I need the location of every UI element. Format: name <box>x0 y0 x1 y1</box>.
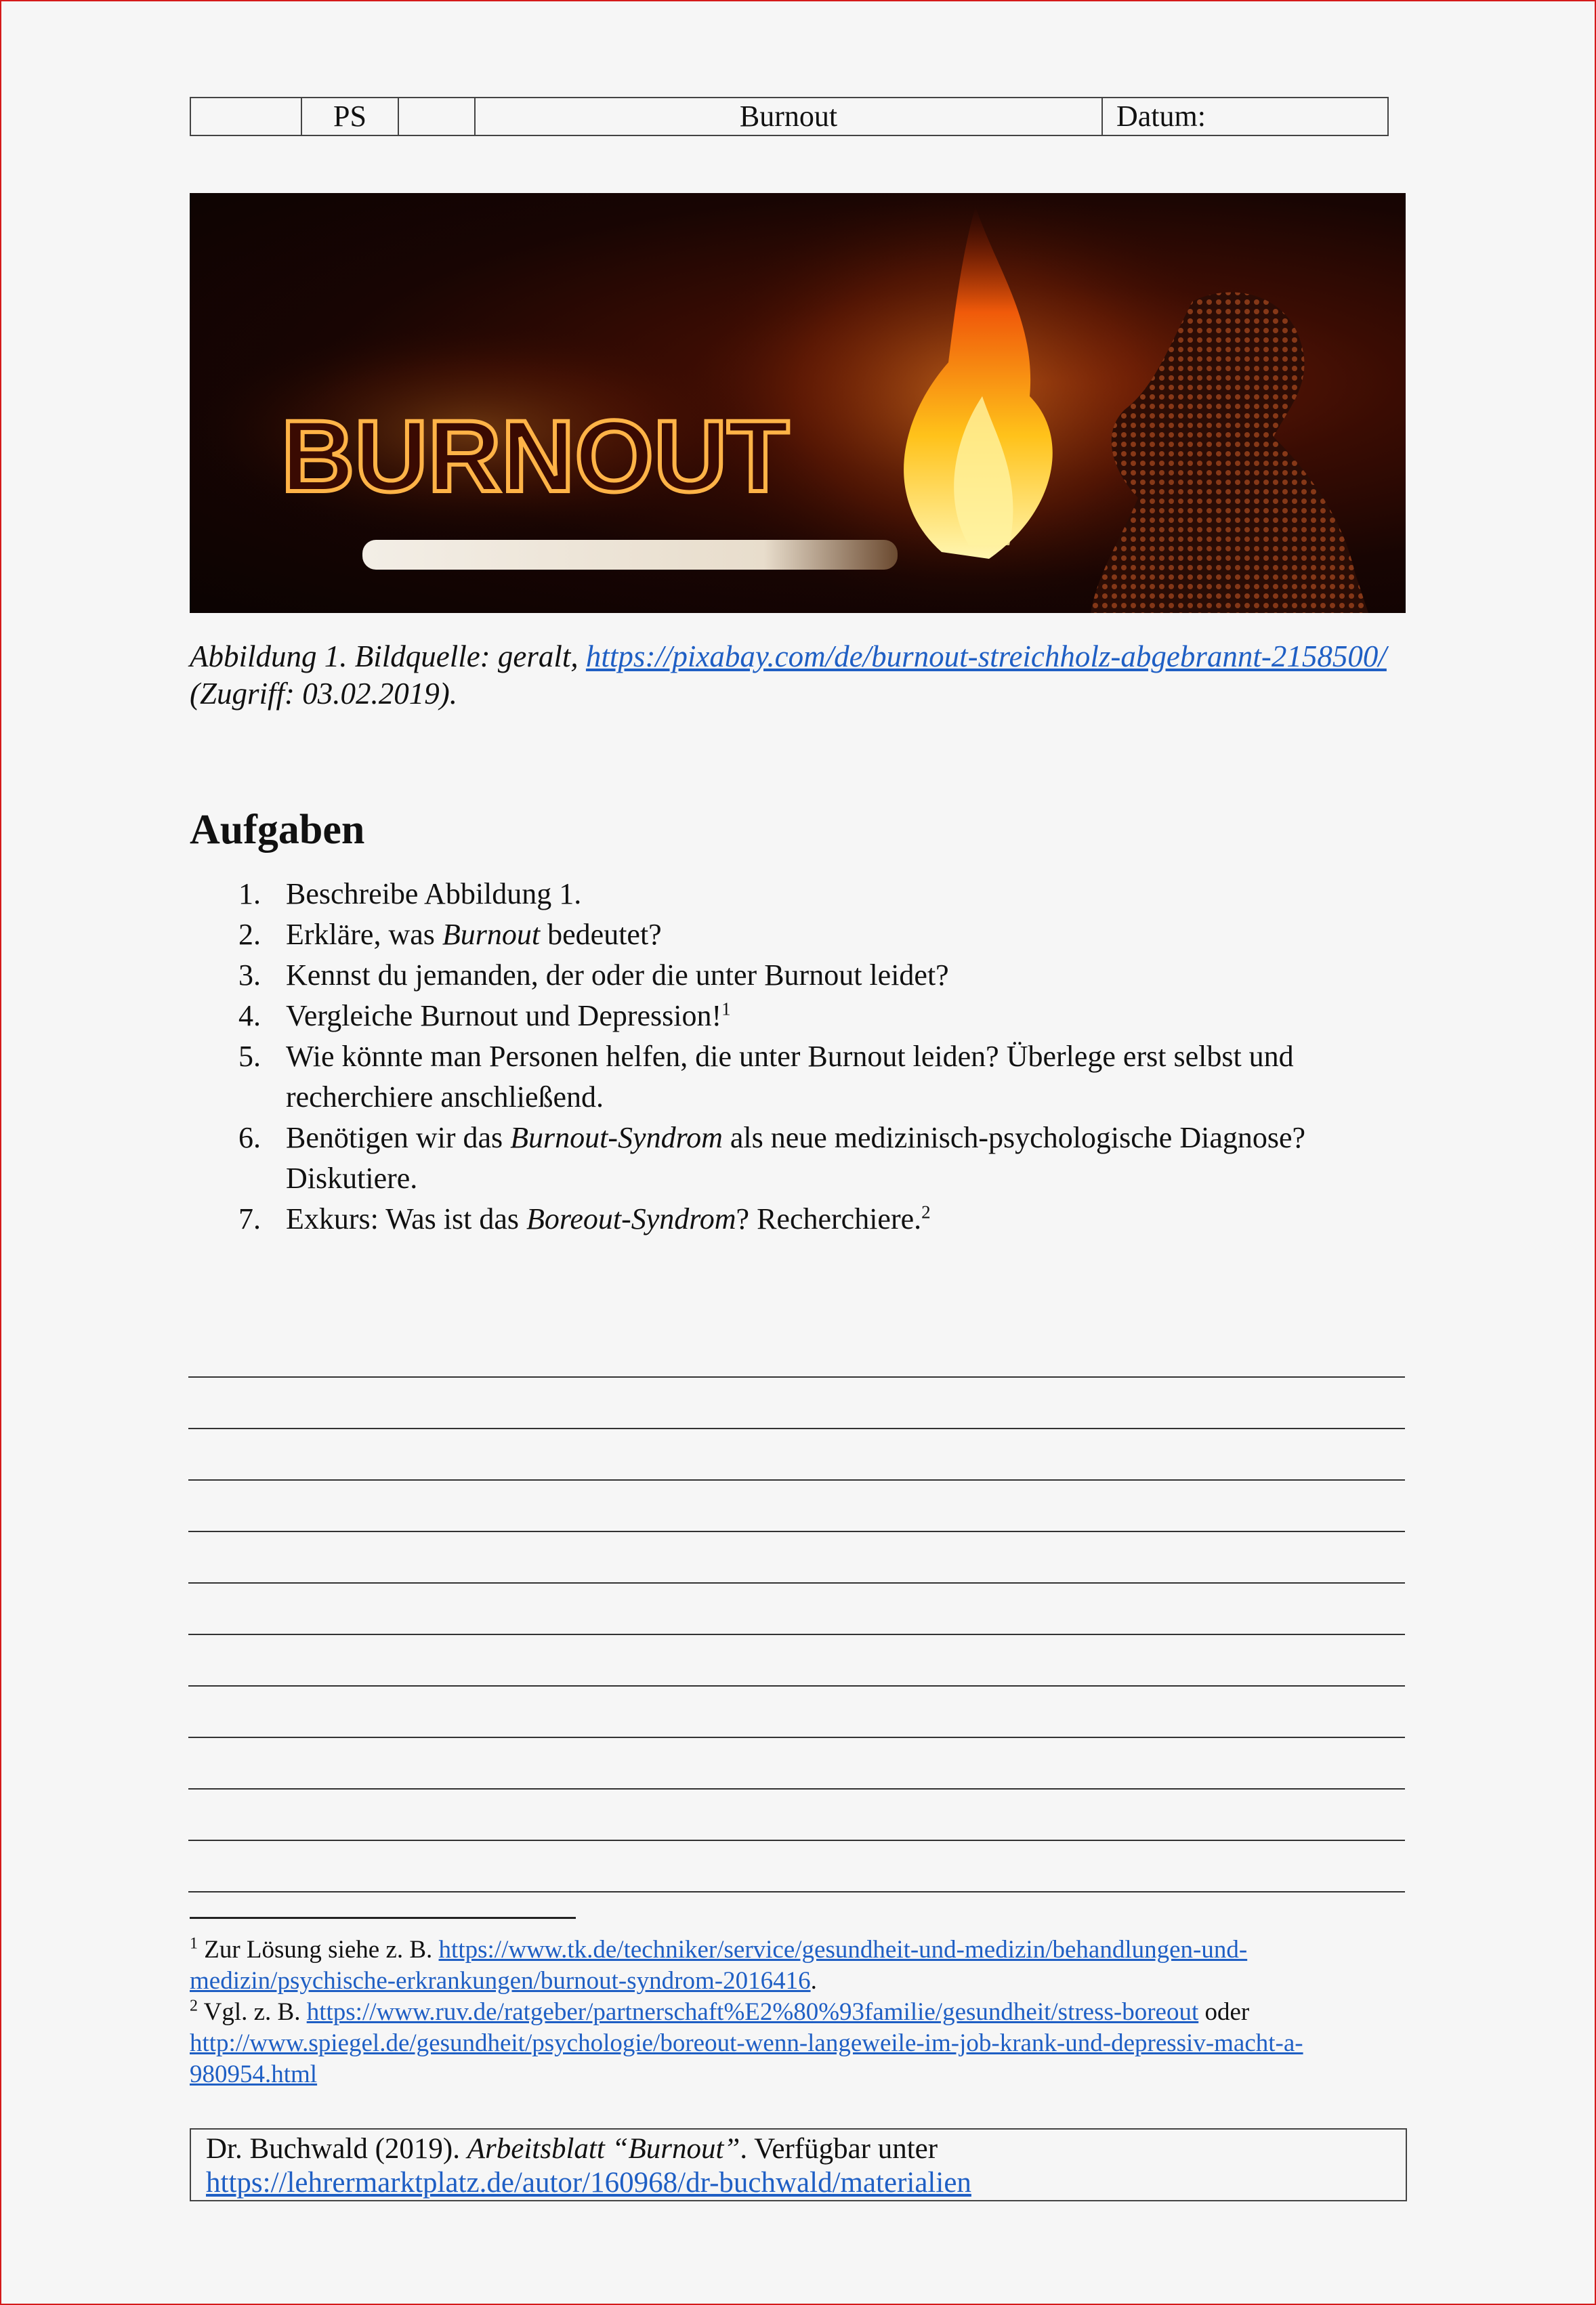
task-text: als neue medizinisch-psychologische Diagnose? Diskutiere. <box>286 1121 1306 1195</box>
footnote-link-ruv[interactable]: https://www.ruv.de/ratgeber/partnerschaft%E2%80%93familie/gesundheit/stress-boreout <box>306 1998 1199 2026</box>
footnote-text: oder <box>1204 1998 1250 2026</box>
citation-box <box>190 2128 1407 2201</box>
task-text: Vergleiche Burnout und Depression! <box>286 999 722 1032</box>
task-item <box>238 1199 1404 1240</box>
answer-line[interactable] <box>188 1738 1405 1790</box>
footnote-ref-1[interactable]: 1 <box>721 998 731 1019</box>
answer-line[interactable] <box>188 1841 1405 1892</box>
task-text: ? Recherchiere. <box>736 1202 922 1235</box>
header-cell-blank-2 <box>398 98 475 135</box>
task-number: 4. <box>238 999 261 1032</box>
task-text: Benötigen wir das <box>286 1121 511 1154</box>
task-text: Erkläre, was <box>286 918 442 951</box>
section-heading: Aufgaben <box>190 807 365 853</box>
answer-line[interactable] <box>188 1429 1405 1481</box>
answer-line[interactable] <box>188 1378 1405 1429</box>
task-number: 5. <box>238 1040 261 1073</box>
task-number: 6. <box>238 1121 261 1154</box>
footnote-1 <box>190 1934 1409 1997</box>
task-item <box>238 1118 1404 1199</box>
answer-line[interactable] <box>188 1532 1405 1584</box>
caption-prefix: Abbildung 1. Bildquelle: geralt, <box>190 639 579 673</box>
caption-suffix: (Zugriff: 03.02.2019). <box>190 677 458 711</box>
task-text: Beschreibe Abbildung 1. <box>286 877 582 910</box>
task-emphasis: Burnout-Syndrom <box>510 1121 723 1154</box>
header-title: Burnout <box>475 98 1102 135</box>
footnote-ref-2[interactable]: 2 <box>921 1202 931 1223</box>
task-number: 1. <box>238 877 261 910</box>
task-number: 2. <box>238 918 261 951</box>
answer-line[interactable] <box>188 1635 1405 1687</box>
task-text: Exkurs: Was ist das <box>286 1202 526 1235</box>
task-item <box>238 996 1404 1036</box>
task-number: 3. <box>238 958 261 992</box>
footnote-text: . <box>810 1967 817 1995</box>
answer-line[interactable] <box>188 1481 1405 1532</box>
footnote-text: Vgl. z. B. <box>203 1998 301 2026</box>
citation-link[interactable]: https://lehrermarktplatz.de/autor/160968/dr-buchwald/materialien <box>206 2167 971 2199</box>
footnote-text: Zur Lösung siehe z. B. <box>204 1936 433 1964</box>
citation-author: Dr. Buchwald (2019). <box>206 2133 467 2165</box>
task-item <box>238 914 1404 955</box>
footnote-2 <box>190 1997 1409 2090</box>
header-cell-ps: PS <box>301 98 398 135</box>
task-item <box>238 1036 1404 1118</box>
answer-line[interactable] <box>188 1687 1405 1738</box>
answer-line[interactable] <box>188 1584 1405 1635</box>
footnotes <box>190 1934 1409 2090</box>
banner-burnout-text: BURNOUT <box>281 399 789 513</box>
citation-text: . Verfügbar unter <box>740 2133 938 2165</box>
task-text: bedeutet? <box>540 918 662 951</box>
answer-line[interactable] <box>188 1790 1405 1841</box>
citation-line <box>206 2132 1391 2166</box>
header-cell-blank-1 <box>190 98 301 135</box>
answer-lines[interactable] <box>188 1326 1405 1892</box>
footnote-mark: 2 <box>190 1997 198 2015</box>
task-number: 7. <box>238 1202 261 1235</box>
footnote-link-spiegel[interactable]: http://www.spiegel.de/gesundheit/psychologie/boreout-wenn-langeweile-im-job-krank-und-depressiv-macht-a-980954.html <box>190 2029 1303 2088</box>
header-table <box>190 97 1389 136</box>
footnote-mark: 1 <box>190 1934 198 1953</box>
figure-caption <box>190 638 1409 713</box>
task-item <box>238 955 1404 996</box>
task-text: Kennst du jemanden, der oder die unter Burnout leidet? <box>286 958 949 992</box>
citation-title: Arbeitsblatt “Burnout” <box>467 2133 740 2165</box>
task-item <box>238 874 1404 914</box>
footnote-link-tk[interactable]: https://www.tk.de/techniker/service/gesundheit-und-medizin/behandlungen-und-medizin/psychische-erkrankungen/burnout-syndrom-2016416 <box>190 1936 1248 1995</box>
task-emphasis: Boreout-Syndrom <box>526 1202 736 1235</box>
caption-link[interactable]: https://pixabay.com/de/burnout-streichholz-abgebrannt-2158500/ <box>585 639 1387 673</box>
footnote-separator <box>190 1917 576 1919</box>
task-text: Wie könnte man Personen helfen, die unter Burnout leiden? Überlege erst selbst und recherchiere anschließend. <box>286 1040 1294 1114</box>
header-date-label: Datum: <box>1102 98 1388 135</box>
task-emphasis: Burnout <box>442 918 541 951</box>
task-list <box>238 874 1404 1240</box>
burnout-banner-image <box>190 193 1406 613</box>
answer-line[interactable] <box>188 1326 1405 1378</box>
